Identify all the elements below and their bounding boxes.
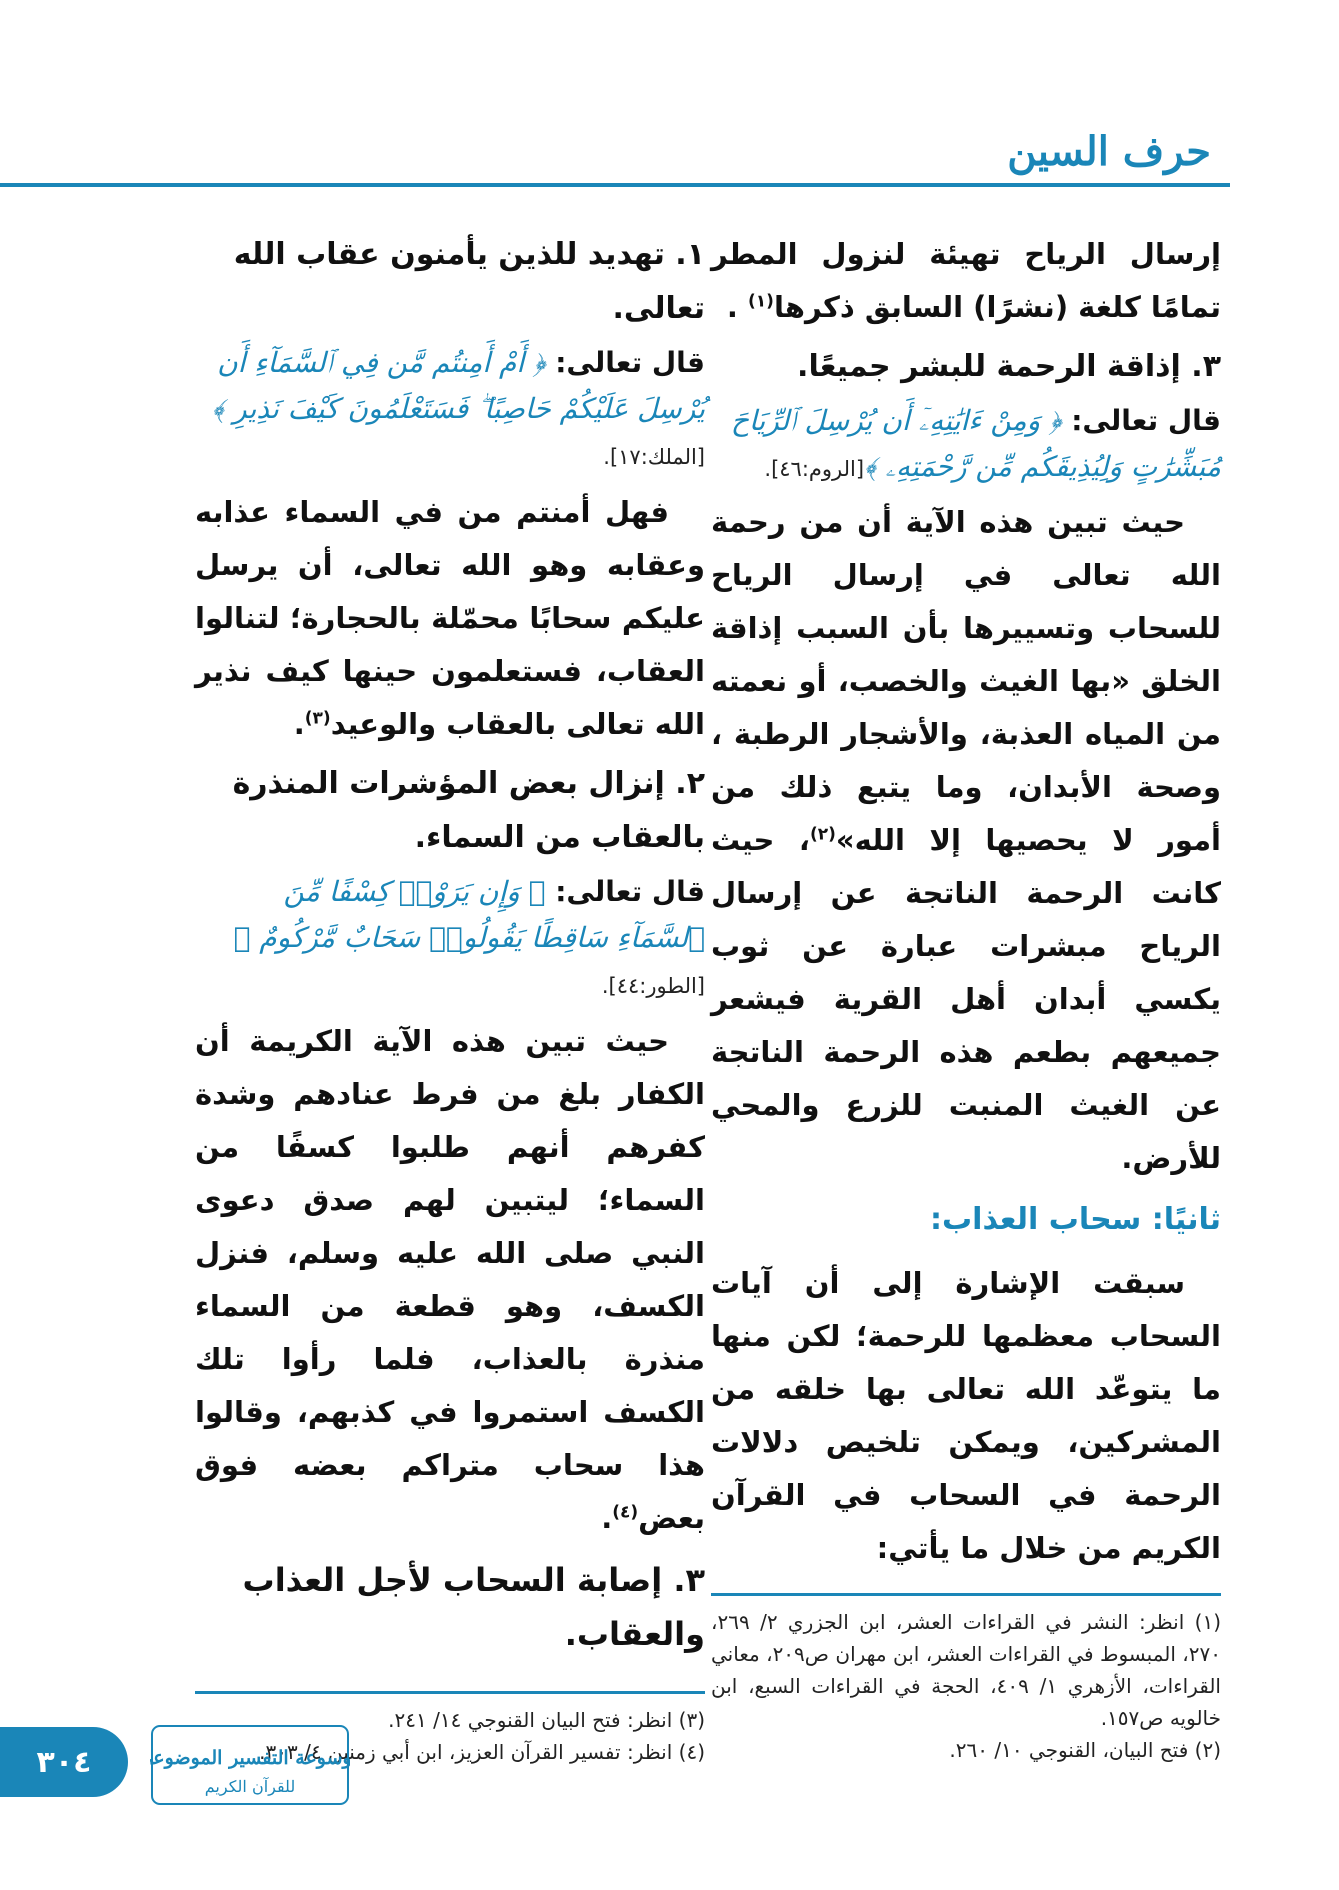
verse-block bbox=[195, 340, 705, 480]
verse-intro: قال تعالى: bbox=[545, 346, 705, 379]
paragraph-text: حيث تبين هذه الآية أن من رحمة الله تعالى في إرسال الرياح للسحاب وتسييرها بأن السبب إذاقة الخلق «بها الغيث والخصب، أو نعمته من المياه العذبة، والأشجار الرطبة ، وصحة الأبدان، وما يتبع ذلك من أمور لا يحصيها إلا الله» bbox=[711, 505, 1221, 857]
logo-title: وسوعة التفسير الموضوع bbox=[153, 1747, 350, 1769]
list-item: ٣. إصابة السحاب لأجل العذاب والعقاب. bbox=[242, 1561, 705, 1653]
footnote: (٢) فتح البيان، القنوجي ١٠/ ٢٦٠. bbox=[949, 1738, 1221, 1762]
quran-verse: ﴿ وَمِنْ ءَايَٰتِهِۦٓ أَن يُرْسِلَ ٱلرِّيَاحَ مُبَشِّرَٰتٍ وَلِيُذِيقَكُم مِّن رَّحْمَتِهِۦ ﴾ bbox=[730, 404, 1221, 483]
section-heading: ثانيًا: سحاب العذاب: bbox=[930, 1202, 1221, 1237]
footnote-marker[interactable]: (٢) bbox=[809, 824, 836, 845]
verse-intro: قال تعالى: bbox=[545, 875, 705, 908]
logo-emblem bbox=[150, 1720, 350, 1810]
verse-intro: قال تعالى: bbox=[1061, 404, 1221, 437]
verse-reference: [الروم:٤٦]. bbox=[764, 457, 865, 481]
paragraph bbox=[711, 228, 1221, 334]
paragraph-text: ، حيث كانت الرحمة الناتجة عن إرسال الرياح مبشرات عبارة عن ثوب يكسي أبدان أهل القرية فيشعر جميعهم بطعم هذه الرحمة الناتجة عن الغيث المنبت للزرع والمحي للأرض. bbox=[711, 823, 1221, 1175]
verse-reference: [الملك:١٧]. bbox=[603, 445, 705, 469]
verse-block bbox=[195, 869, 705, 1009]
logo-subtitle: للقرآن الكريم bbox=[204, 1777, 296, 1796]
paragraph bbox=[195, 1015, 705, 1545]
quran-verse: ﴿ أَمْ أَمِنتُم مَّن فِي ٱلسَّمَآءِ أَن يُرْسِلَ عَلَيْكُمْ حَاصِبًا ۖ فَسَتَعْلَمُونَ كَيْفَ نَذِيرِ ﴾ bbox=[211, 346, 705, 425]
footnote-marker[interactable]: (٤) bbox=[612, 1502, 639, 1523]
quran-verse: ﴿ وَإِن يَرَوْا۟ كِسْفًا مِّنَ ٱلسَّمَآءِ سَاقِطًا يَقُولُوا۟ سَحَابٌ مَّرْكُومٌ ﴾ bbox=[233, 875, 705, 954]
page-number: ٣٠٤ bbox=[0, 1727, 128, 1797]
footnote: (١) انظر: النشر في القراءات العشر، ابن الجزري ٢/ ٢٦٩، ٢٧٠، المبسوط في القراءات العشر، ابن مهران ص٢٠٩، معاني القراءات، الأزهري ١/ ٤٠٩، الحجة في القراءات السبع، ابن خالويه ص١٥٧. bbox=[711, 1610, 1221, 1730]
paragraph-text: حيث تبين هذه الآية الكريمة أن الكفار بلغ من فرط عنادهم وشدة كفرهم أنهم طلبوا كسفًا من السماء؛ ليتبين لهم صدق دعوى النبي صلى الله عليه وسلم، فنزل الكسف، وهو قطعة من السماء منذرة بالعذاب، فلما رأوا تلك الكسف استمروا في كذبهم، وقالوا هذا سحاب متراكم بعضه فوق بعض bbox=[195, 1024, 705, 1535]
footnote-marker[interactable]: (٣) bbox=[304, 708, 331, 729]
list-item: ٢. إنزال بعض المؤشرات المنذرة بالعقاب من السماء. bbox=[232, 766, 705, 855]
header-rule bbox=[0, 183, 1230, 187]
list-item: ٣. إذاقة الرحمة للبشر جميعًا. bbox=[797, 349, 1221, 384]
encyclopedia-logo bbox=[150, 1720, 350, 1810]
page-header-title: حرف السين bbox=[1007, 128, 1211, 175]
paragraph-text: إرسال الرياح تهيئة لنزول المطر تمامًا كلغة (نشرًا) السابق ذكرها bbox=[711, 237, 1221, 324]
footnote-divider bbox=[195, 1691, 705, 1694]
footnote-divider bbox=[711, 1593, 1221, 1596]
paragraph-text: . bbox=[601, 1501, 613, 1535]
paragraph-text: . bbox=[726, 290, 748, 324]
paragraph-text: فهل أمنتم من في السماء عذابه وعقابه وهو الله تعالى، أن يرسل عليكم سحابًا محمّلة بالحجارة؛ لتنالوا العقاب، فستعلمون حينها كيف نذير الله تعالى بالعقاب والوعيد bbox=[195, 495, 705, 741]
paragraph bbox=[711, 496, 1221, 1185]
left-column bbox=[195, 228, 705, 1768]
paragraph: سبقت الإشارة إلى أن آيات السحاب معظمها للرحمة؛ لكن منها ما يتوعّد الله تعالى بها خلقه من المشركين، ويمكن تلخيص دلالات الرحمة في السحاب في القرآن الكريم من خلال ما يأتي: bbox=[711, 1266, 1221, 1565]
paragraph bbox=[195, 486, 705, 751]
verse-reference: [الطور:٤٤]. bbox=[601, 974, 705, 998]
list-item: ١. تهديد للذين يأمنون عقاب الله تعالى. bbox=[233, 237, 705, 326]
right-column bbox=[711, 228, 1221, 1766]
verse-block bbox=[711, 398, 1221, 492]
footnote: (٣) انظر: فتح البيان القنوجي ١٤/ ٢٤١. bbox=[388, 1708, 705, 1732]
footnote-marker[interactable]: (١) bbox=[748, 291, 774, 312]
footnote: (٤) انظر: تفسير القرآن العزيز، ابن أبي زمنين ٤/ ٣٠٣. bbox=[259, 1740, 705, 1764]
paragraph-text: . bbox=[293, 707, 305, 741]
